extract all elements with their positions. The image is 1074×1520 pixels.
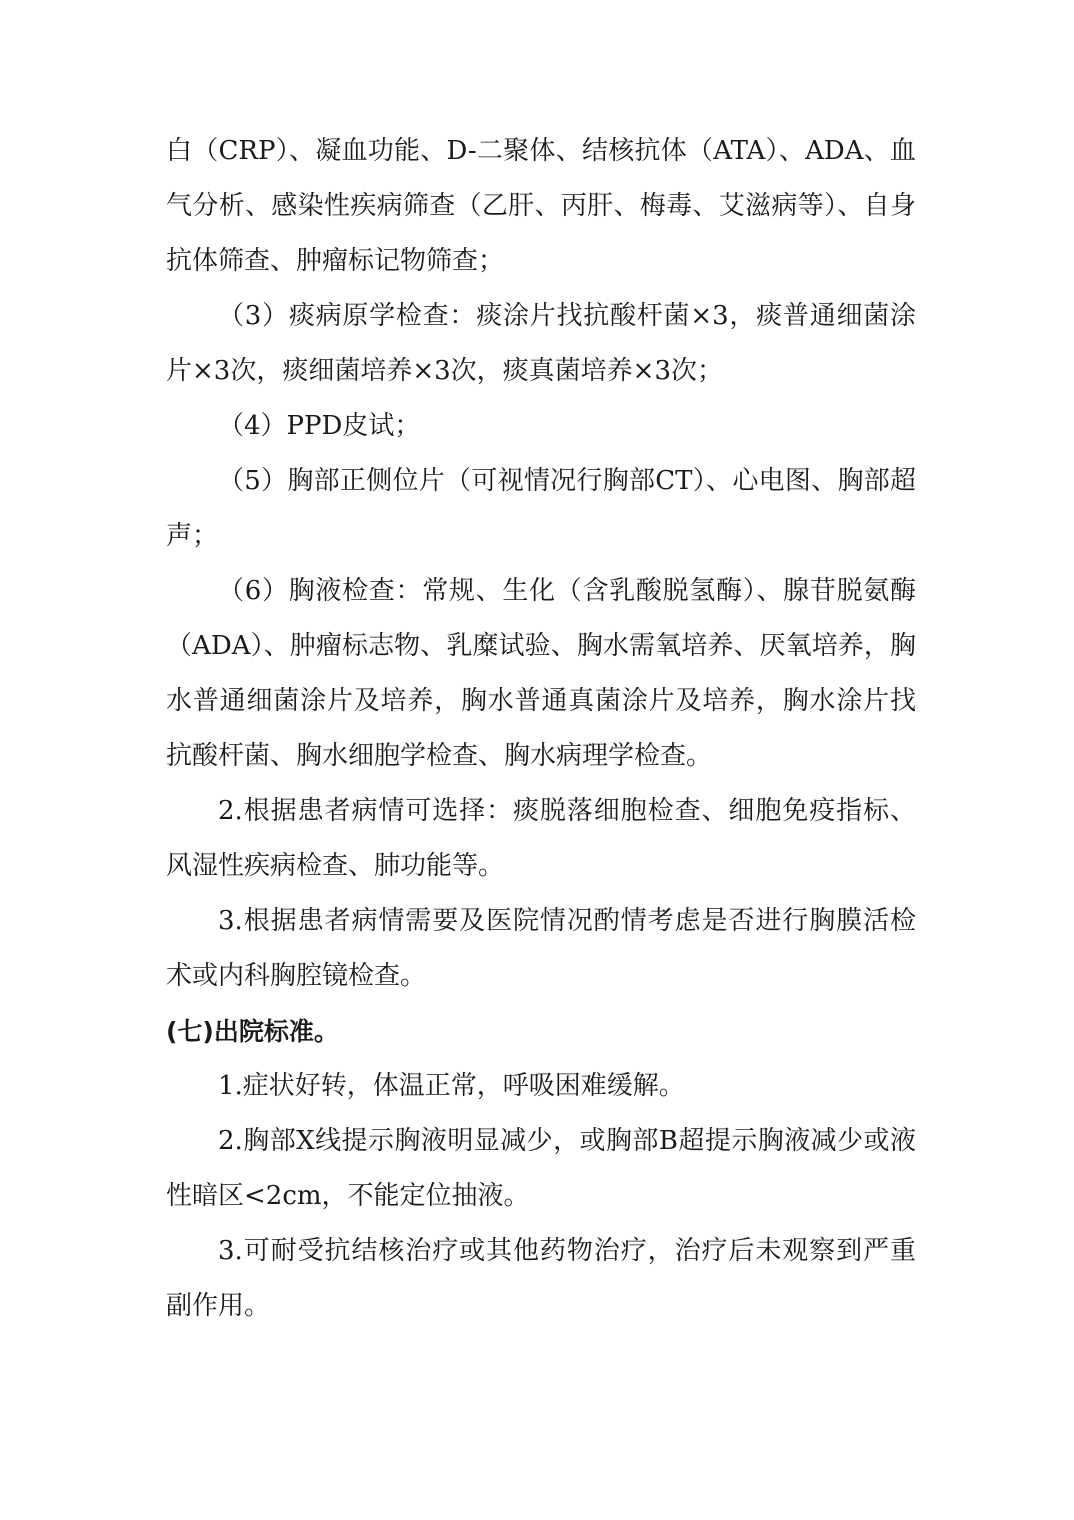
paragraph-pleural-fluid-tests: （6）胸液检查：常规、生化（含乳酸脱氢酶）、腺苷脱氨酶（ADA）、肿瘤标志物、乳糜试验、胸水需氧培养、厌氧培养，胸水普通细菌涂片及培养，胸水普通真菌涂片及培养，胸水涂片找抗酸杆菌、胸水细胞学检查、胸水病理学检查。: [166, 576, 916, 771]
paragraph-optional-tests: 2.根据患者病情可选择：痰脱落细胞检查、细胞免疫指标、风湿性疾病检查、肺功能等。: [166, 796, 916, 881]
discharge-item-3: 3.可耐受抗结核治疗或其他药物治疗，治疗后未观察到严重副作用。: [166, 1236, 916, 1321]
section-heading-discharge-criteria: (七)出院标准。: [166, 1017, 339, 1046]
discharge-item-2: 2.胸部X线提示胸液明显减少，或胸部B超提示胸液减少或液性暗区<2cm，不能定位抽液。: [166, 1126, 916, 1211]
paragraph-pleural-biopsy: 3.根据患者病情需要及医院情况酌情考虑是否进行胸膜活检术或内科胸腔镜检查。: [166, 906, 916, 991]
document-body: [166, 124, 916, 1334]
paragraph-chest-imaging: （5）胸部正侧位片（可视情况行胸部CT）、心电图、胸部超声；: [166, 466, 916, 551]
paragraph-lab-tests-continued: 白（CRP）、凝血功能、D-二聚体、结核抗体（ATA）、ADA、血气分析、感染性疾病筛查（乙肝、丙肝、梅毒、艾滋病等）、自身抗体筛查、肿瘤标记物筛查；: [166, 136, 916, 276]
paragraph-sputum-etiology: （3）痰病原学检查：痰涂片找抗酸杆菌×3，痰普通细菌涂片×3次，痰细菌培养×3次，痰真菌培养×3次；: [166, 301, 916, 386]
paragraph-ppd-test: （4）PPD皮试；: [218, 411, 421, 441]
discharge-item-1: 1.症状好转，体温正常，呼吸困难缓解。: [218, 1071, 685, 1101]
